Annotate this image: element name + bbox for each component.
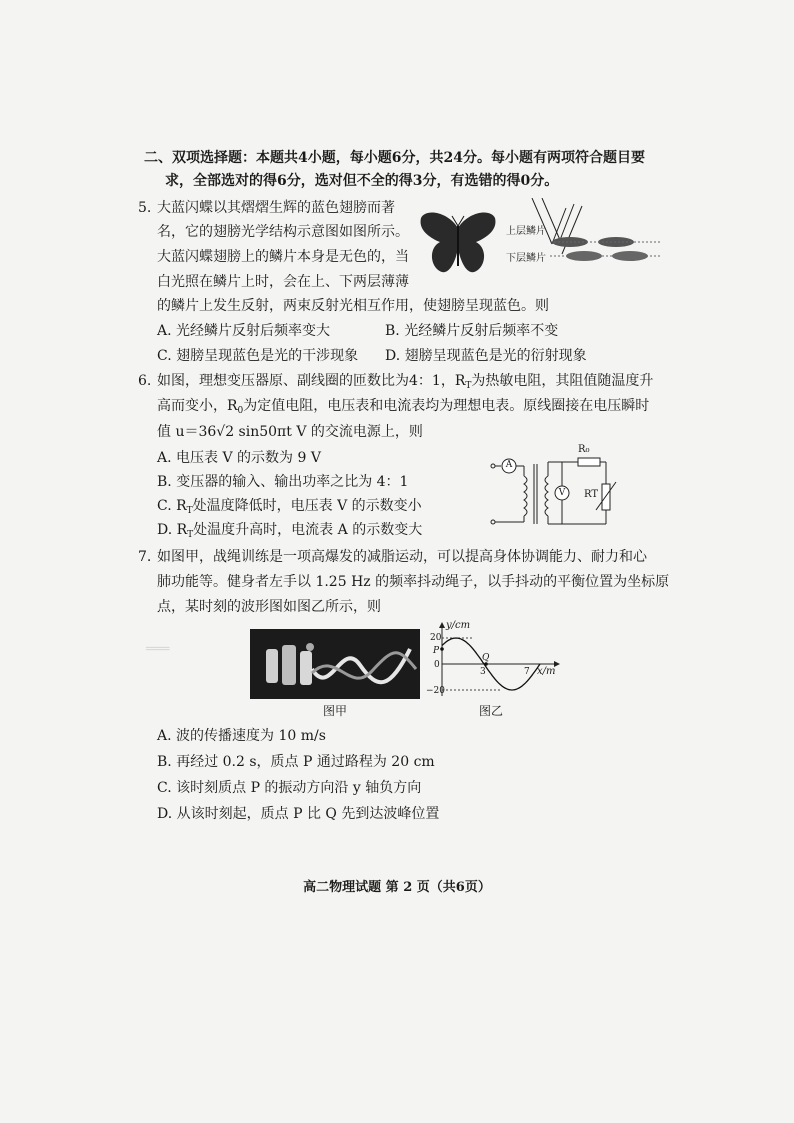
graph-yneg20: −20	[426, 686, 445, 696]
voltmeter-label: V	[558, 488, 566, 498]
graph-xlabel: x/m	[537, 666, 556, 677]
wave-graph	[426, 620, 566, 700]
graph-q-label: Q	[482, 653, 490, 663]
graph-p-label: P	[433, 646, 440, 656]
point-p-marker	[440, 647, 444, 651]
q5-line3: 大蓝闪蝶翅膀上的鳞片本身是无色的，当	[157, 249, 409, 265]
label-lower-scale: 下层鳞片	[506, 253, 546, 264]
q5-line5: 的鳞片上发生反射，两束反射光相互作用，使翅膀呈现蓝色。则	[157, 298, 549, 314]
q6-line1: 如图，理想变压器原、副线圈的匝数比为4：1，$R_T$为热敏电阻，其阻值随温度升	[157, 373, 654, 391]
bleed-through-text: ═══	[146, 642, 170, 657]
q7-line2: 肺功能等。健身者左手以 1.25 Hz 的频率抖动绳子，以手抖动的平衡位置为坐标原	[157, 574, 670, 590]
graph-x7: 7	[524, 667, 530, 677]
r0-label: R₀	[578, 444, 590, 455]
q6-option-b[interactable]: B. 变压器的输入、输出功率之比为 4：1	[157, 474, 409, 490]
q5-line1: 大蓝闪蝶以其熠熠生辉的蓝色翅膀而著	[157, 200, 395, 216]
q7-option-a[interactable]: A. 波的传播速度为 10 m/s	[157, 728, 326, 744]
figure-b-caption: 图乙	[478, 704, 503, 718]
wing-scale-diagram	[502, 198, 662, 278]
battle-rope-photo	[250, 629, 420, 699]
q7-option-d[interactable]: D. 从该时刻起，质点 P 比 Q 先到达波峰位置	[157, 806, 440, 822]
graph-y20: 20	[430, 633, 442, 643]
q6-number: 6.	[138, 373, 152, 389]
q5-option-a[interactable]: A. 光经鳞片反射后频率变大	[157, 323, 331, 339]
q7-option-b[interactable]: B. 再经过 0.2 s，质点 P 通过路程为 20 cm	[157, 754, 435, 770]
rt-label: RT	[584, 489, 599, 500]
q5-option-d[interactable]: D. 翅膀呈现蓝色是光的衍射现象	[385, 348, 587, 364]
label-upper-scale: 上层鳞片	[506, 226, 546, 237]
butterfly-figure	[418, 208, 498, 278]
page-footer: 高二物理试题 第 2 页（共6页）	[303, 880, 491, 895]
section-heading-line2: 求，全部选对的得6分，选对但不全的得3分，有选错的得0分。	[165, 173, 559, 189]
q7-option-c[interactable]: C. 该时刻质点 P 的振动方向沿 y 轴负方向	[157, 780, 422, 796]
section-heading-line1: 二、双项选择题：本题共4小题，每小题6分，共24分。每小题有两项符合题目要	[144, 150, 645, 166]
q6-line3: 值 u＝36√2 sin50πt V 的交流电源上，则	[157, 424, 423, 440]
q6-option-a[interactable]: A. 电压表 V 的示数为 9 V	[157, 450, 321, 466]
q7-line1: 如图甲，战绳训练是一项高爆发的减脂运动，可以提高身体协调能力、耐力和心	[157, 549, 647, 565]
q6-option-d[interactable]: D. $R_T$处温度升高时，电流表 A 的示数变大	[157, 522, 423, 540]
q6-option-c[interactable]: C. $R_T$处温度降低时，电压表 V 的示数变小	[157, 498, 422, 516]
q7-line3: 点，某时刻的波形图如图乙所示，则	[157, 599, 381, 615]
q5-line2: 名，它的翅膀光学结构示意图如图所示。	[157, 224, 409, 240]
q5-option-b[interactable]: B. 光经鳞片反射后频率不变	[385, 323, 559, 339]
q7-number: 7.	[138, 549, 152, 565]
q5-line4: 白光照在鳞片上时，会在上、下两层薄薄	[157, 274, 409, 290]
figure-a-caption: 图甲	[322, 704, 347, 718]
graph-y0: 0	[434, 660, 440, 670]
graph-x3: 3	[480, 667, 486, 677]
q6-line2: 高而变小，$R_0$为定值电阻，电压表和电流表均为理想电表。原线圈接在电压瞬时	[157, 398, 650, 416]
q5-option-c[interactable]: C. 翅膀呈现蓝色是光的干涉现象	[157, 348, 359, 364]
graph-ylabel: y/cm	[446, 620, 471, 631]
q5-number: 5.	[138, 200, 152, 216]
ammeter-label: A	[505, 460, 513, 470]
